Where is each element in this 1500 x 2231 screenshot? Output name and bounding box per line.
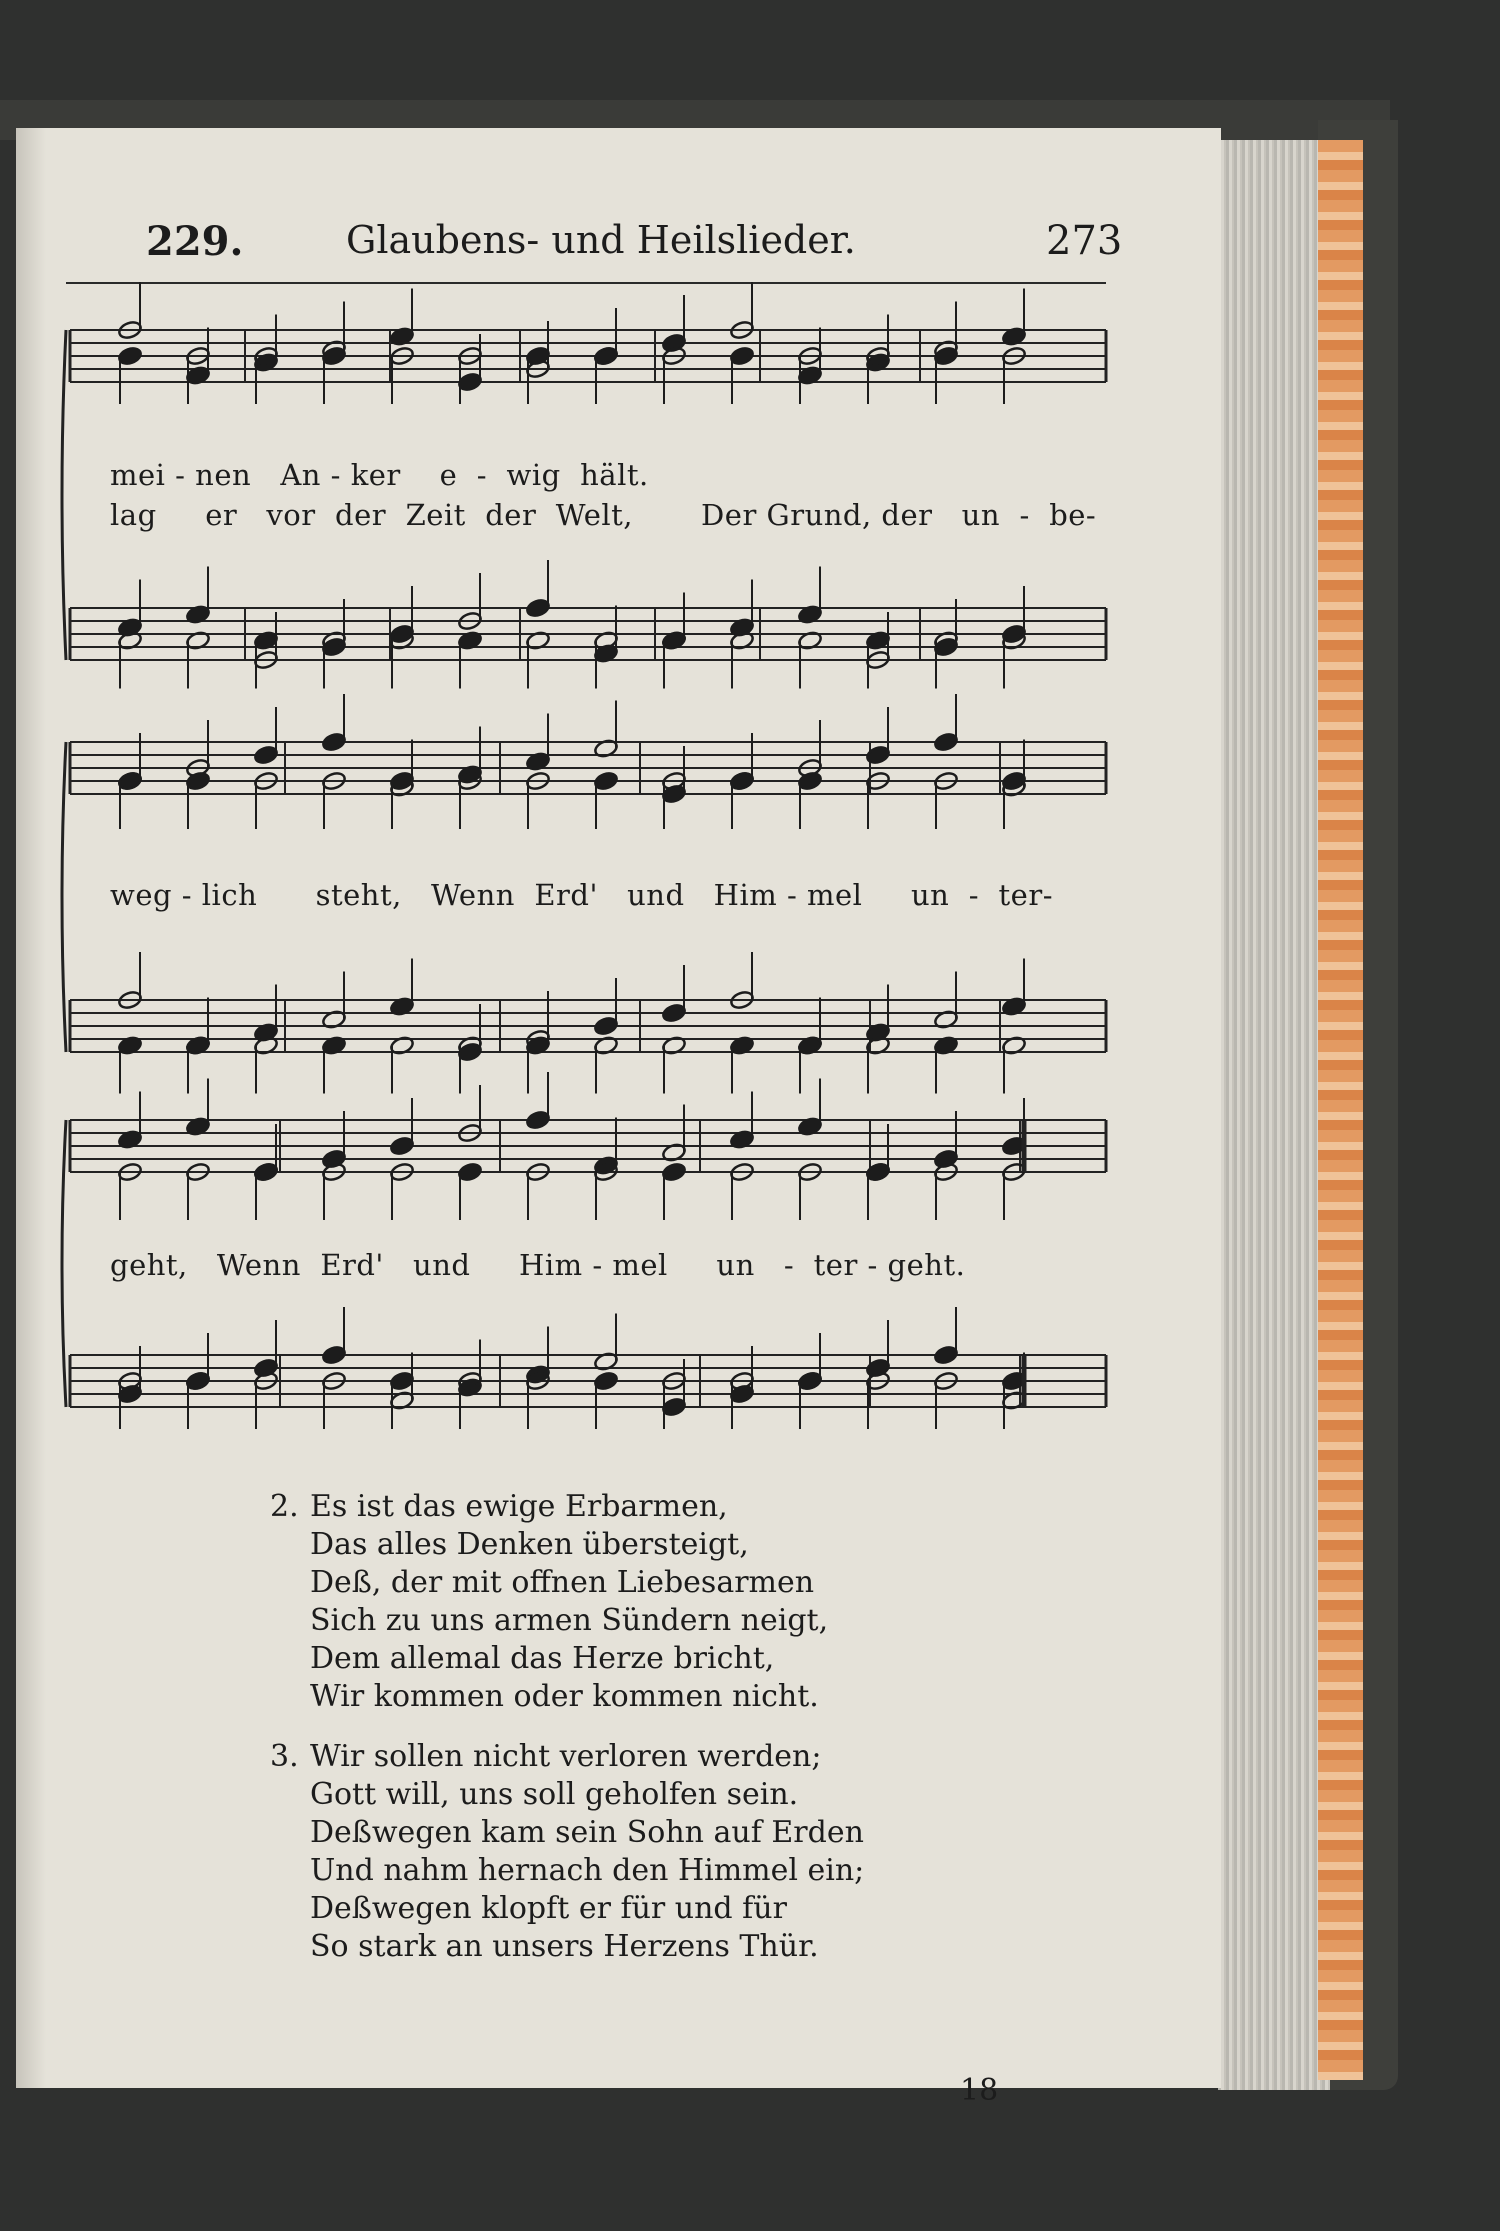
note-head xyxy=(797,1371,822,1392)
note-head xyxy=(389,1371,414,1392)
verse-line: Es ist das ewige Erbarmen, xyxy=(310,1489,728,1524)
note-head xyxy=(593,1016,618,1037)
lyric-line: geht, Wenn Erd' und Him - mel un - ter - geht. xyxy=(110,1248,966,1282)
verse-3 xyxy=(270,1738,864,1966)
note-head xyxy=(389,1136,414,1157)
note-head xyxy=(729,346,754,367)
note-head xyxy=(253,1162,278,1183)
note-head xyxy=(933,732,958,753)
verse-line: Wir kommen oder kommen nicht. xyxy=(310,1679,819,1714)
verse-line: Wir sollen nicht verloren werden; xyxy=(310,1739,822,1774)
note-head xyxy=(321,1345,346,1366)
verse-number: 2. xyxy=(270,1489,299,1524)
note-head xyxy=(457,1162,482,1183)
note-head xyxy=(253,745,278,766)
page-number: 273 xyxy=(1046,218,1123,264)
verse-line: Deßwegen klopft er für und für xyxy=(310,1891,787,1926)
system-brace xyxy=(62,1120,66,1407)
lyric-line: weg - lich steht, Wenn Erd' und Him - mel un - ter- xyxy=(110,878,1053,912)
system-brace xyxy=(62,330,66,660)
section-title: Glaubens- und Heilslieder. xyxy=(346,218,856,262)
note-head xyxy=(457,372,482,393)
note-head xyxy=(661,1397,686,1418)
note-head xyxy=(117,346,142,367)
verse-2 xyxy=(270,1488,828,1716)
note-head xyxy=(933,1345,958,1366)
verse-line: Sich zu uns armen Sündern neigt, xyxy=(310,1603,829,1638)
verse-line: Das alles Denken übersteigt, xyxy=(310,1527,749,1562)
lyric-line: mei - nen An - ker e - wig hält. xyxy=(110,458,649,492)
note-head xyxy=(185,1371,210,1392)
verse-line: Dem allemal das Herze bricht, xyxy=(310,1641,775,1676)
note-head xyxy=(593,771,618,792)
note-head xyxy=(661,1162,686,1183)
system-brace xyxy=(62,742,66,1052)
verse-line: Und nahm hernach den Himmel ein; xyxy=(310,1853,865,1888)
verse-line: So stark an unsers Herzens Thür. xyxy=(310,1929,819,1964)
printer-signature: 18 xyxy=(960,2073,999,2108)
note-head xyxy=(321,732,346,753)
verse-line: Gott will, uns soll geholfen sein. xyxy=(310,1777,799,1812)
note-head xyxy=(593,1371,618,1392)
note-head xyxy=(525,1110,550,1131)
verse-line: Deßwegen kam sein Sohn auf Erden xyxy=(310,1815,864,1850)
note-head xyxy=(661,1003,686,1024)
hymn-number: 229. xyxy=(146,218,244,265)
lyric-line: lag er vor der Zeit der Welt, Der Grund, der un - be- xyxy=(110,498,1097,532)
verse-number: 3. xyxy=(270,1739,299,1774)
verse-line: Deß, der mit offnen Liebesarmen xyxy=(310,1565,815,1600)
note-head xyxy=(525,598,550,619)
